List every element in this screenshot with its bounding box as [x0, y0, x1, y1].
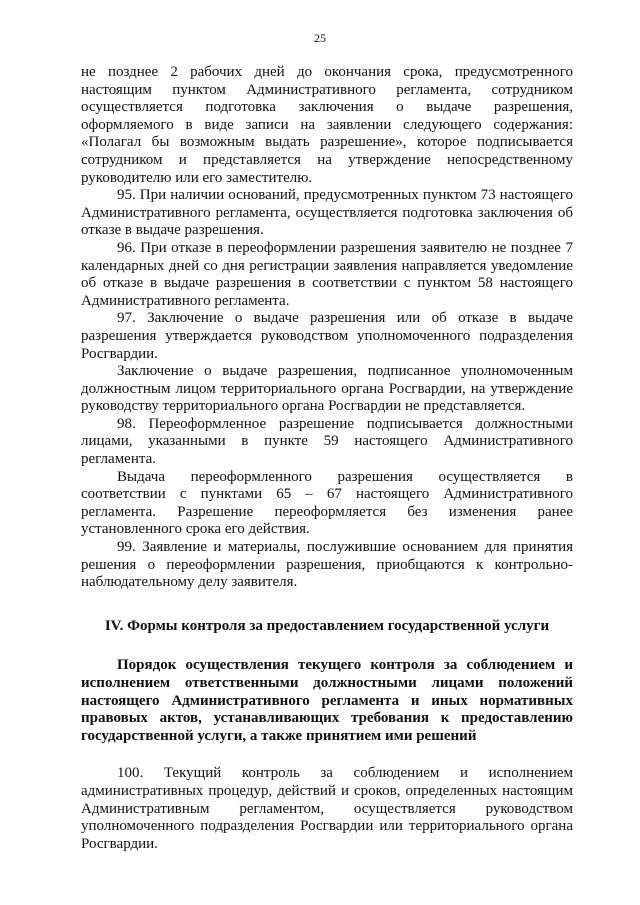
paragraph-96: 96. При отказе в переоформлении разрешения заявителю не позднее 7 календарных дней со дня регистрации заявления направляется уведомление об отказе в выдаче разрешения в соответствии с пунктом 58 настоящего Административного регламента. — [81, 239, 573, 309]
paragraph-continuation: не позднее 2 рабочих дней до окончания срока, предусмотренного настоящим пунктом Административного регламента, сотрудником осуществляется подготовка заключения о выдаче разрешения, оформляемого в виде записи на заявлении следующего содержания: «Полагал бы возможным выдать разрешение», которое подписывается сотрудником и представляется на утверждение непосредственному руководителю или его заместителю. — [81, 64, 573, 186]
sub-heading: Порядок осуществления текущего контроля за соблюдением и исполнением ответственными должностными лицами положений настоящего Административного регламента и иных нормативных правовых актов, устанавливающих требования к предоставлению государственной услуги, а также принятием ими решений — [81, 657, 573, 744]
paragraph-100: 100. Текущий контроль за соблюдением и исполнением административных процедур, действий и сроков, определенных настоящим Административным регламентом, осуществляется руководством уполномоченного подразделения Росгвардии или территориального органа Росгвардии. — [81, 765, 573, 852]
paragraph-98: 98. Переоформленное разрешение подписывается должностными лицами, указанными в пункте 59 настоящего Административного регламента. — [81, 415, 573, 468]
paragraph-95: 95. При наличии оснований, предусмотренных пунктом 73 настоящего Административного регламента, осуществляется подготовка заключения об отказе в выдаче разрешения. — [81, 187, 573, 239]
paragraph-97: 97. Заключение о выдаче разрешения или об отказе в выдаче разрешения утверждается руководством уполномоченного подразделения Росгвардии. — [81, 310, 573, 362]
paragraph-97-note: Заключение о выдаче разрешения, подписанное уполномоченным должностным лицом территориального органа Росгвардии, на утверждение руководству территориального органа Росгвардии не представляется. — [81, 363, 573, 415]
paragraph-99: 99. Заявление и материалы, послужившие основанием для принятия решения о переоформлении разрешения, приобщаются к контрольно-наблюдательному делу заявителя. — [81, 539, 573, 591]
document-body — [81, 64, 573, 853]
page-number: 25 — [314, 31, 326, 45]
paragraph-98-issuance: Выдача переоформленного разрешения осуществляется в соответствии с пунктами 65 – 67 настоящего Административного регламента. Разрешение переоформляется без изменения ранее установленного срока его действия. — [81, 468, 573, 538]
section-heading: IV. Формы контроля за предоставлением государственной услуги — [104, 617, 550, 634]
